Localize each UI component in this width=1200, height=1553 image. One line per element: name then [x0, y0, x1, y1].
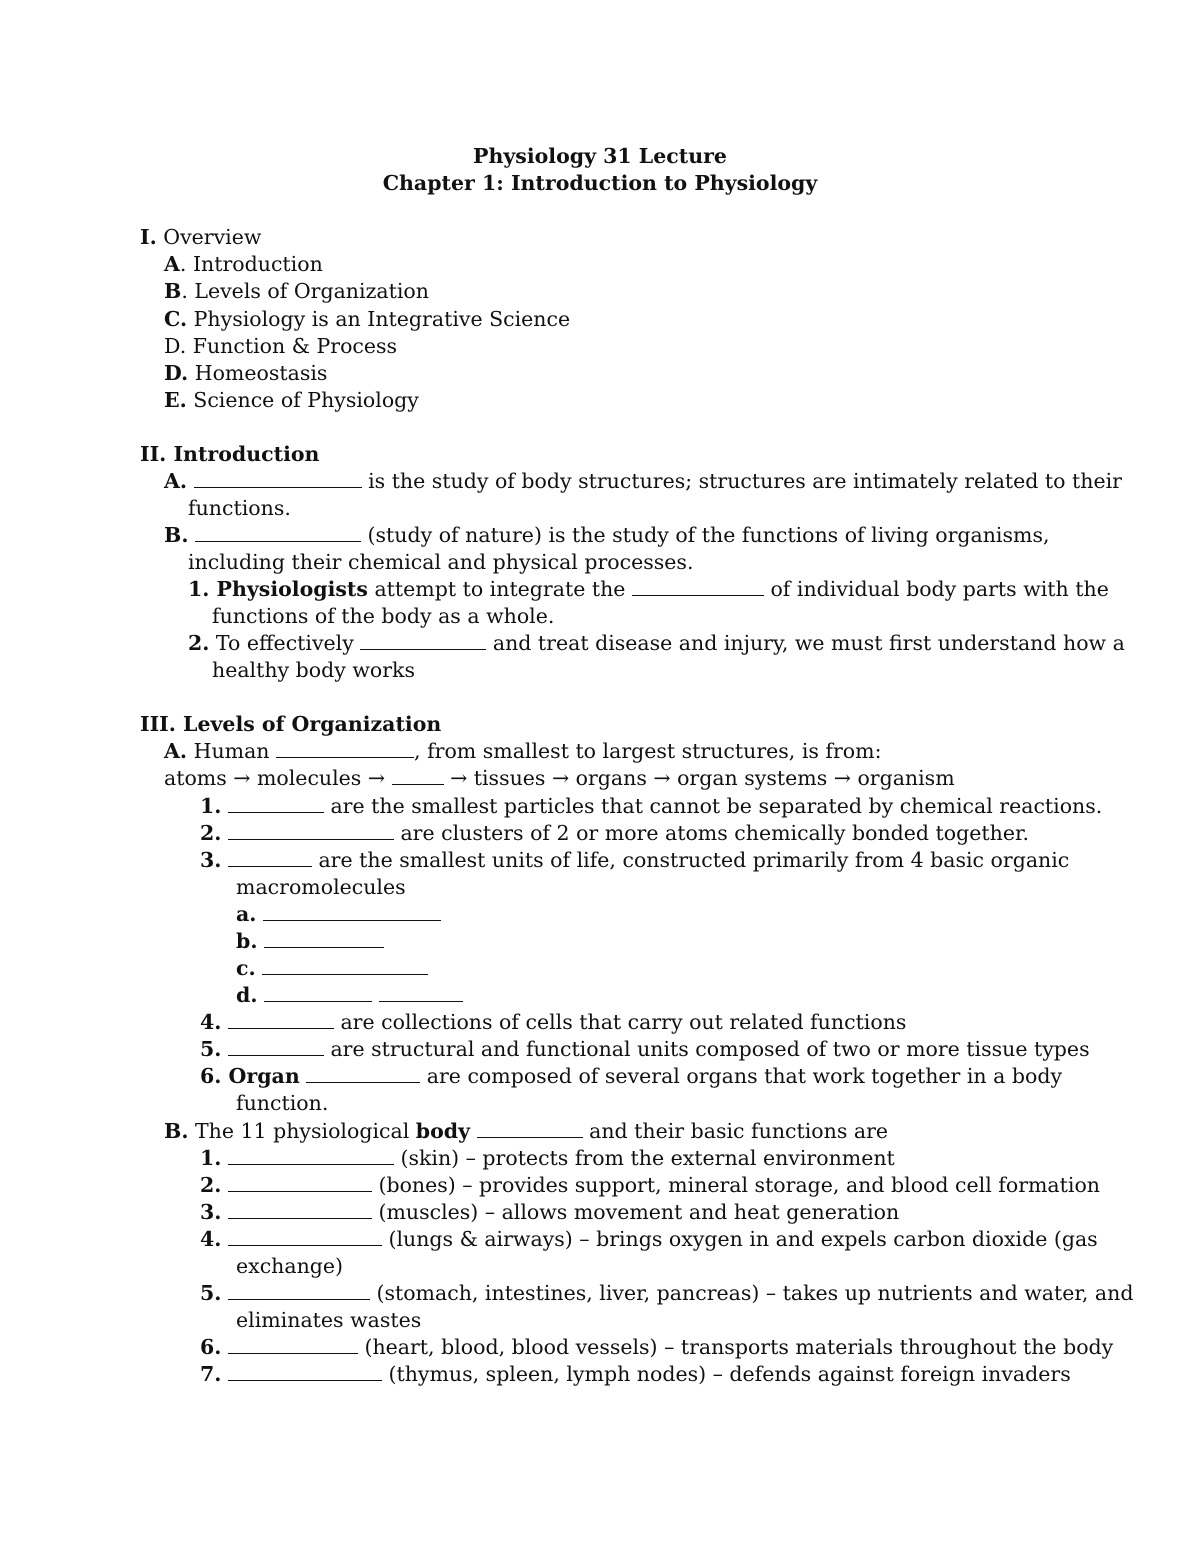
system-item: 1. (skin) – protects from the external environment	[200, 1146, 895, 1170]
answer-blank[interactable]	[228, 821, 394, 840]
answer-blank[interactable]	[228, 1227, 382, 1246]
outline-item: B. Levels of Organization	[164, 279, 429, 303]
system-item: 5. (stomach, intestines, liver, pancreas) – takes up nutrients and water, and	[200, 1281, 1134, 1305]
answer-blank[interactable]	[228, 1037, 324, 1056]
answer-blank[interactable]	[228, 1281, 370, 1300]
outline-item: 2. To effectively and treat disease and injury, we must first understand how a	[188, 631, 1125, 655]
outline-item: A. Human , from smallest to largest structures, is from:	[164, 739, 882, 763]
answer-blank[interactable]	[228, 794, 324, 813]
outline-continuation: healthy body works	[212, 658, 415, 682]
sub-item: d.	[236, 982, 463, 1009]
answer-blank[interactable]	[262, 956, 428, 975]
chapter-title: Chapter 1: Introduction to Physiology	[382, 171, 818, 195]
outline-continuation: functions.	[188, 496, 291, 520]
system-item: 6. (heart, blood, blood vessels) – transports materials throughout the body	[200, 1335, 1114, 1359]
system-item: 3. (muscles) – allows movement and heat generation	[200, 1200, 900, 1224]
outline-item: 2. are clusters of 2 or more atoms chemically bonded together.	[200, 821, 1030, 845]
section-heading: III. Levels of Organization	[140, 712, 442, 736]
answer-blank[interactable]	[360, 631, 486, 650]
answer-blank[interactable]	[228, 1200, 372, 1219]
answer-blank[interactable]	[228, 1146, 394, 1165]
answer-blank[interactable]	[228, 848, 312, 867]
answer-blank[interactable]	[379, 983, 463, 1002]
sub-item: c.	[236, 955, 428, 982]
outline-item: B. The 11 physiological body and their basic functions are	[164, 1119, 889, 1143]
answer-blank[interactable]	[228, 1335, 358, 1354]
outline-item: E. Science of Physiology	[164, 388, 419, 412]
outline-item: 3. are the smallest units of life, constructed primarily from 4 basic organic	[200, 848, 1070, 872]
answer-blank[interactable]	[195, 523, 361, 542]
answer-blank[interactable]	[228, 1010, 334, 1029]
answer-blank[interactable]	[264, 929, 384, 948]
outline-item: 6. Organ are composed of several organs that work together in a body	[200, 1064, 1063, 1088]
outline-item: 1. are the smallest particles that cannot be separated by chemical reactions.	[200, 794, 1103, 818]
system-item: 7. (thymus, spleen, lymph nodes) – defends against foreign invaders	[200, 1362, 1071, 1386]
outline-item: D. Function & Process	[164, 334, 398, 358]
answer-blank[interactable]	[263, 902, 441, 921]
outline-continuation: exchange)	[236, 1254, 344, 1278]
outline-item: D. Homeostasis	[164, 361, 328, 385]
outline-item: 5. are structural and functional units composed of two or more tissue types	[200, 1037, 1090, 1061]
section-heading: I. Overview	[140, 225, 262, 249]
answer-blank[interactable]	[306, 1064, 420, 1083]
outline-item: A. is the study of body structures; structures are intimately related to their	[164, 469, 1122, 493]
answer-blank[interactable]	[228, 1362, 382, 1381]
answer-blank[interactable]	[632, 577, 764, 596]
outline-continuation: macromolecules	[236, 875, 406, 899]
answer-blank[interactable]	[392, 766, 444, 785]
system-item: 2. (bones) – provides support, mineral storage, and blood cell formation	[200, 1173, 1100, 1197]
answer-blank[interactable]	[194, 469, 362, 488]
sub-item: a.	[236, 901, 441, 928]
outline-continuation: functions of the body as a whole.	[212, 604, 555, 628]
document-title: Physiology 31 Lecture	[473, 144, 727, 168]
outline-item: 4. are collections of cells that carry out related functions	[200, 1010, 907, 1034]
organization-chain: atoms → molecules → → tissues → organs → organ systems → organism	[164, 766, 955, 790]
outline-item: C. Physiology is an Integrative Science	[164, 307, 571, 331]
outline-continuation: including their chemical and physical processes.	[188, 550, 694, 574]
sub-item: b.	[236, 928, 384, 955]
section-heading: II. Introduction	[140, 442, 320, 466]
answer-blank[interactable]	[276, 739, 414, 758]
outline-continuation: function.	[236, 1091, 329, 1115]
system-item: 4. (lungs & airways) – brings oxygen in and expels carbon dioxide (gas	[200, 1227, 1098, 1251]
answer-blank[interactable]	[477, 1119, 583, 1138]
answer-blank[interactable]	[264, 983, 372, 1002]
outline-item: B. (study of nature) is the study of the functions of living organisms,	[164, 523, 1050, 547]
outline-item: A. Introduction	[164, 252, 323, 276]
outline-item: 1. Physiologists attempt to integrate the of individual body parts with the	[188, 577, 1109, 601]
answer-blank[interactable]	[228, 1173, 372, 1192]
outline-continuation: eliminates wastes	[236, 1308, 422, 1332]
